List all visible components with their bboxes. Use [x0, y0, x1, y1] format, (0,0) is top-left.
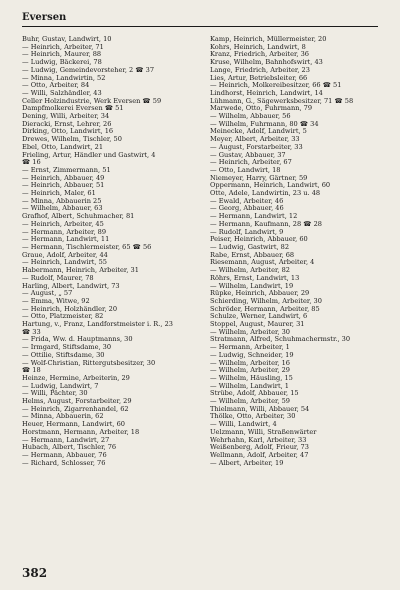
directory-entry: — Ludwig, Schneider, 19 [210, 351, 294, 359]
directory-entry: — Hermann, Landwirt, 27 [22, 436, 110, 444]
directory-entry: — Heinrich, Maler, 61 [22, 190, 96, 198]
directory-entry: — Frida, Ww. d. Hauptmanns, 30 [22, 336, 133, 344]
directory-entry: Schröder, Hermann, Arbeiter, 85 [210, 305, 320, 313]
directory-entry: Horstmann, Hermann, Arbeiter, 18 [22, 428, 140, 436]
directory-entry: Strübe, Adolf, Abbauer, 15 [210, 390, 299, 398]
directory-entry: Grafhof, Albert, Schuhmacher, 81 [22, 213, 135, 221]
directory-entry: — Minna, Abbauerin, 62 [22, 413, 104, 421]
directory-entry: Dening, Willi, Arbeiter, 34 [22, 113, 110, 121]
directory-entry: — Heinrich, Arbeiter, 45 [22, 220, 104, 228]
directory-entry: Marwede, Otto, Fuhrmann, 79 [210, 105, 313, 113]
directory-entry: Celler Holzindustrie, Werk Eversen ☎ 59 [22, 97, 162, 105]
directory-entry: — Otto, Landwirt, 18 [210, 166, 281, 174]
directory-entry: — Wilhelm, Arbeiter, 59 [210, 398, 290, 406]
directory-entry: — Hermann, Tischlermeister, 65 ☎ 56 [22, 243, 152, 251]
directory-entry: Lühmann, G., Sägewerksbesitzer, 71 ☎ 58 [210, 97, 354, 105]
directory-entry: Dieracki, Ernst, Lehrer, 26 [22, 120, 112, 128]
directory-entry: Meyer, Albert, Arbeiter, 33 [210, 136, 300, 144]
directory-entry: — Ludwig, Landwirt, 7 [22, 382, 99, 390]
directory-entry: — Emma, Witwe, 92 [22, 297, 90, 305]
directory-entry: Kamp, Heinrich, Müllermeister, 20 [210, 36, 327, 43]
directory-entry: Lange, Friedrich, Arbeiter, 23 [210, 66, 310, 74]
directory-entry: Graue, Adolf, Arbeiter, 44 [22, 251, 108, 259]
directory-entry: — Ewald, Arbeiter, 46 [210, 197, 284, 205]
header-rule [22, 26, 378, 27]
directory-entry: Weißenberg, Adolf, Frieur, 73 [210, 444, 309, 452]
directory-entry: — Rudolf, Maurer, 78 [22, 274, 94, 282]
directory-entry: — Wilhelm, Abbauer, 56 [210, 113, 291, 121]
directory-entry: Thielmann, Willi, Abbauer, 54 [210, 405, 310, 413]
directory-entry: Frieling, Artur, Händler und Gastwirt, 4 [22, 151, 156, 159]
directory-entry: — Hermann, Landwirt, 12 [210, 213, 298, 221]
directory-entry: — Minna, Landwirtin, 52 [22, 74, 106, 82]
directory-entry: — Heinrich, Zigarrenhandel, 62 [22, 405, 129, 413]
directory-entry: — Willi, Landwirt, 4 [210, 421, 277, 429]
directory-entry: Peiser, Heinrich, Abbauer, 60 [210, 236, 308, 244]
directory-entry: Oppermann, Heinrich, Landwirt, 60 [210, 182, 331, 190]
directory-entry: Uelzmann, Willi, Straßenwärter [210, 428, 317, 436]
directory-entry: — Minna, Abbauerin 25 [22, 197, 102, 205]
directory-entry: Ebel, Otto, Landwirt, 21 [22, 143, 104, 151]
directory-entry: — Heinrich, Maurer, 88 [22, 51, 102, 59]
directory-entry: Lies, Artur, Betriebsleiter, 66 [210, 74, 308, 82]
directory-entry: — Albert, Arbeiter, 19 [210, 459, 284, 467]
directory-entry: Dirking, Otto, Landwirt, 16 [22, 128, 114, 136]
directory-entry: — Wilhelm, Landwirt, 19 [210, 282, 294, 290]
directory-entry: — Ludwig, Gastwirt, 82 [210, 243, 290, 251]
directory-entry: — Ernst, Zimmermann, 51 [22, 166, 111, 174]
directory-entry: — Irmgard, Stiftsdame, 30 [22, 344, 112, 352]
directory-entry: Thölke, Otto, Arbeiter, 30 [210, 413, 296, 421]
directory-entry: Hubach, Albert, Tischler, 76 [22, 444, 117, 452]
directory-entry: Kranz, Friedrich, Arbeiter, 36 [210, 51, 309, 59]
directory-entry: — Wilhelm, Arbeiter, 29 [210, 367, 290, 375]
directory-entry: ☎ 16 [22, 159, 41, 167]
directory-entry: — Wilhelm, Häusling, 15 [210, 374, 293, 382]
directory-entry: Rüpke, Heinrich, Abbauer, 29 [210, 290, 310, 298]
directory-entry: Wehrhahn, Karl, Arbeiter, 33 [210, 436, 307, 444]
directory-entry: Meinecke, Adolf, Landwirt, 5 [210, 128, 307, 136]
directory-entry: — Heinrich, Molkereibesitzer, 66 ☎ 51 [210, 82, 342, 90]
directory-entry: Dampfmolkerei Eversen ☎ 51 [22, 105, 124, 113]
directory-entry: — Hermann, Kaufmann, 28 ☎ 28 [210, 220, 322, 228]
directory-entry: — Hermann, Landwirt, 11 [22, 236, 110, 244]
directory-entry: — Otto, Arbeiter, 84 [22, 82, 90, 90]
directory-entry: — Heinrich, Arbeiter, 71 [22, 43, 104, 51]
directory-entry: — Rudolf, Landwirt, 9 [210, 228, 284, 236]
directory-entry: Habermann, Heinrich, Arbeiter, 31 [22, 267, 139, 275]
directory-entry: Schulze, Werner, Landwirt, 6 [210, 313, 308, 321]
page-number: 382 [22, 566, 48, 580]
directory-entry: — Wilhelm, Abbauer, 63 [22, 205, 103, 213]
directory-entry: — Willi, Salzhändler, 43 [22, 89, 102, 97]
directory-entry: — Heinrich, Landwirt, 55 [22, 259, 108, 267]
directory-entry: — Wolf-Christian, Rittergutsbesitzer, 30 [22, 359, 156, 367]
directory-entry: — August, Forstarbeiter, 33 [210, 143, 303, 151]
directory-entry: Buhr, Gustav, Landwirt, 10 [22, 36, 112, 43]
directory-entry: Schierding, Wilhelm, Arbeiter, 30 [210, 297, 322, 305]
directory-entry: Rabe, Ernst, Abbauer, 68 [210, 251, 295, 259]
directory-entry: Heinze, Hermine, Arbeiterin, 29 [22, 374, 130, 382]
page-header: Eversen [22, 12, 67, 23]
directory-entry: — Otto, Platzmeister, 82 [22, 313, 104, 321]
directory-entry: Drewes, Wilhelm, Tischler, 50 [22, 136, 122, 144]
directory-entry: — Georg, Abbauer, 46 [210, 205, 284, 213]
directory-entry: — Heinrich, Holzhändler, 20 [22, 305, 118, 313]
directory-entry: — Wilhelm, Arbeiter, 82 [210, 267, 290, 275]
directory-entry: Röhrs, Ernst, Landwirt, 13 [210, 274, 300, 282]
directory-entry: Otte, Adele, Landwirtin, 23 u. 48 [210, 190, 321, 198]
right-column [210, 36, 388, 467]
directory-entry: — Wilhelm, Fuhrmann, 80 ☎ 34 [210, 120, 319, 128]
directory-entry: — Heinrich, Abbauer, 51 [22, 182, 105, 190]
directory-entry: ☎ 33 [22, 328, 41, 336]
directory-entry: Stratmann, Alfred, Schuhmachermstr., 30 [210, 336, 351, 344]
directory-entry: Heuer, Hermann, Landwirt, 60 [22, 421, 126, 429]
directory-entry: Kruse, Wilhelm, Bahnhofswirt, 43 [210, 59, 323, 67]
left-column [22, 36, 194, 467]
directory-entry: — Hermann, Arbeiter, 89 [22, 228, 107, 236]
directory-entry: — Heinrich, Arbeiter, 67 [210, 159, 292, 167]
directory-entry: Niemeyer, Harry, Gärtner, 59 [210, 174, 308, 182]
directory-entry: Wellmann, Adolf, Arbeiter, 47 [210, 451, 309, 459]
directory-entry: — Ludwig, Bäckerei, 78 [22, 59, 102, 67]
directory-entry: — Wilhelm, Arbeiter, 16 [210, 359, 290, 367]
directory-entry: — Heinrich, Abbauer, 49 [22, 174, 105, 182]
directory-entry: Lindhorst, Heinrich, Landwirt, 14 [210, 89, 323, 97]
directory-entry: Helms, August, Forstarbeiter, 29 [22, 398, 132, 406]
directory-entry: ☎ 18 [22, 367, 41, 375]
directory-entry: — Hermann, Abbauer, 76 [22, 451, 107, 459]
directory-entry: — Willi, Pächter, 30 [22, 390, 88, 398]
directory-entry: — Ludwig, Gemeindevorsteher, 2 ☎ 37 [22, 66, 155, 74]
directory-entry: Stoppel, August, Maurer, 31 [210, 321, 305, 329]
directory-entry: — Wilhelm, Landwirt, 1 [210, 382, 289, 390]
directory-entry: — Gustav, Abbauer, 37 [210, 151, 286, 159]
directory-entry: — Richard, Schlosser, 76 [22, 459, 106, 467]
directory-entry: Hartung, v., Franz, Landforstmeister i. R., 23 [22, 321, 173, 329]
directory-entry: Kohrs, Heinrich, Landwirt, 8 [210, 43, 306, 51]
directory-entry: Riesemann, August, Arbeiter, 4 [210, 259, 315, 267]
directory-entry: Harling, Albert, Landwirt, 73 [22, 282, 120, 290]
directory-entry: — Wilhelm, Arbeiter, 30 [210, 328, 290, 336]
directory-entry: — August, „ 57 [22, 290, 73, 298]
directory-entry: — Ottilie, Stiftsdame, 30 [22, 351, 105, 359]
directory-entry: — Hermann, Arbeiter, 1 [210, 344, 290, 352]
